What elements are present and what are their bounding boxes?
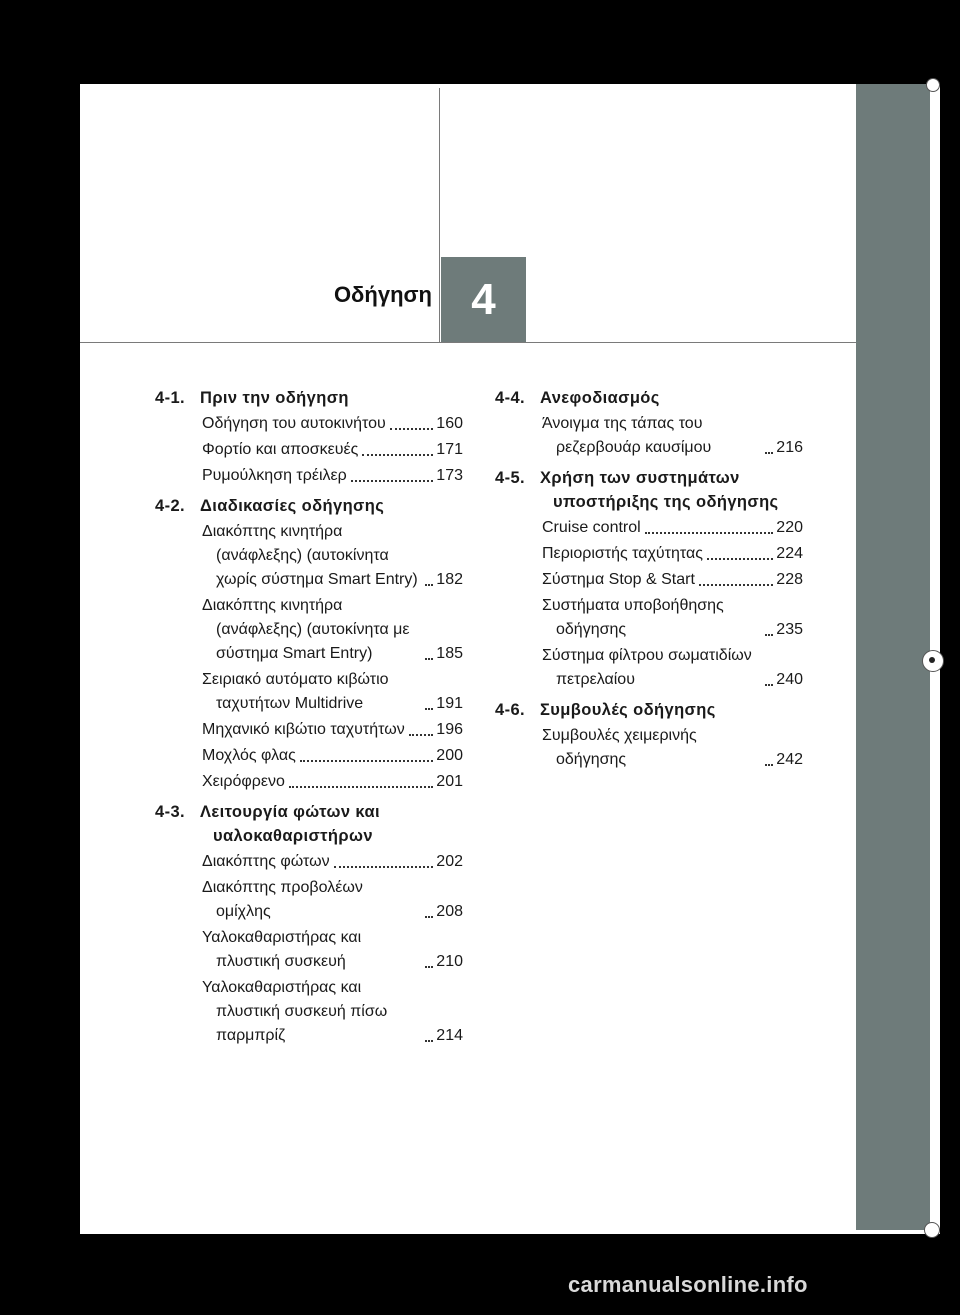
dot-leader	[765, 452, 773, 454]
registration-mark-icon	[926, 78, 940, 92]
toc-entry-title: Διακόπτης προβολέων ομίχλης	[202, 879, 363, 920]
toc-entry[interactable]	[155, 718, 463, 742]
dot-leader	[351, 480, 434, 482]
dot-leader	[765, 764, 773, 766]
toc-entry-title: Διακόπτης φώτων	[202, 853, 330, 870]
chapter-title: Οδήγηση	[333, 282, 432, 307]
toc-entry-title: Υαλοκαθαριστήρας και πλυστική συσκευή	[202, 929, 362, 970]
chapter-number: 4	[471, 274, 496, 324]
toc-entry-title: Χειρόφρενο	[202, 773, 285, 790]
toc-entry[interactable]	[155, 412, 463, 436]
dot-leader	[425, 658, 433, 660]
toc-entry-title: Μηχανικό κιβώτιο ταχυτήτων	[202, 721, 405, 738]
toc-page-number: 160	[436, 415, 463, 432]
toc-page-number: 185	[436, 645, 463, 662]
toc-page-number: 210	[436, 953, 463, 970]
section-title: Λειτουργία φώτων και υαλοκαθαριστήρων	[200, 803, 380, 845]
dot-leader	[425, 916, 433, 918]
toc-page-number: 201	[436, 773, 463, 790]
toc-section-heading	[155, 800, 463, 848]
toc-entry-title: Φορτίο και αποσκευές	[202, 441, 359, 458]
dot-leader	[390, 428, 434, 430]
toc-entry-title: Οδήγηση του αυτοκινήτου	[202, 415, 386, 432]
toc-page-number: 214	[436, 1027, 463, 1044]
toc-entry[interactable]	[495, 542, 803, 566]
toc-entry-title: Σειριακό αυτόματο κιβώτιο ταχυτήτων Multidrive	[202, 671, 389, 712]
toc-entry-title: Άνοιγμα της τάπας του ρεζερβουάρ καυσίμου	[542, 415, 712, 456]
dot-leader	[300, 760, 434, 762]
header-rule	[80, 342, 856, 343]
toc-entry-title: Διακόπτης κινητήρα (ανάφλεξης) (αυτοκίνητα χωρίς σύστημα Smart Entry)	[202, 523, 418, 588]
toc-page-number: 228	[776, 571, 803, 588]
toc-entry[interactable]	[495, 412, 803, 460]
toc-page-number: 173	[436, 467, 463, 484]
toc-page-number: 200	[436, 747, 463, 764]
section-title: Χρήση των συστημάτων υποστήριξης της οδήγησης	[540, 469, 779, 511]
toc-entry-title: Σύστημα φίλτρου σωματιδίων πετρελαίου	[542, 647, 752, 688]
section-title: Διαδικασίες οδήγησης	[200, 497, 385, 515]
toc-page-number: 208	[436, 903, 463, 920]
toc-entry[interactable]	[155, 438, 463, 462]
toc-entry-title: Περιοριστής ταχύτητας	[542, 545, 703, 562]
toc-entry[interactable]	[155, 770, 463, 794]
toc-page-number: 191	[436, 695, 463, 712]
chapter-tab-strip	[856, 84, 930, 1230]
toc-entry-title: Cruise control	[542, 519, 641, 536]
toc-entry[interactable]	[495, 644, 803, 692]
watermark: carmanualsonline.info	[568, 1272, 808, 1297]
dot-leader	[425, 708, 433, 710]
toc-column-left	[155, 380, 463, 1050]
registration-mark-icon	[924, 1222, 940, 1238]
toc-entry[interactable]	[155, 520, 463, 592]
dot-leader	[765, 634, 773, 636]
toc-page-number: 235	[776, 621, 803, 638]
section-number: 4-3.	[155, 803, 186, 821]
dot-leader	[334, 866, 434, 868]
header-divider	[439, 88, 440, 342]
toc-entry[interactable]	[155, 744, 463, 768]
toc-page-number: 196	[436, 721, 463, 738]
dot-leader	[425, 584, 433, 586]
toc-entry-title: Σύστημα Stop & Start	[542, 571, 695, 588]
toc-entry-title: Συστήματα υποβοήθησης οδήγησης	[542, 597, 724, 638]
toc-entry[interactable]	[155, 976, 463, 1048]
section-number: 4-6.	[495, 701, 526, 719]
section-title: Πριν την οδήγηση	[200, 389, 349, 407]
toc-entry[interactable]	[155, 594, 463, 666]
toc-entry[interactable]	[155, 850, 463, 874]
toc-entry-title: Συμβουλές χειμερινής οδήγησης	[542, 727, 697, 768]
dot-leader	[409, 734, 434, 736]
toc-entry[interactable]	[495, 568, 803, 592]
toc-entry[interactable]	[155, 926, 463, 974]
dot-leader	[362, 454, 433, 456]
dot-leader	[645, 532, 774, 534]
toc-section-heading	[495, 466, 803, 514]
toc-section-heading	[495, 386, 803, 410]
dot-leader	[765, 684, 773, 686]
toc-section-heading	[155, 386, 463, 410]
section-number: 4-2.	[155, 497, 186, 515]
toc-entry[interactable]	[155, 464, 463, 488]
section-number: 4-5.	[495, 469, 526, 487]
toc-section-heading	[155, 494, 463, 518]
chapter-number-badge	[441, 257, 526, 342]
toc-entry[interactable]	[495, 594, 803, 642]
toc-page-number: 182	[436, 571, 463, 588]
toc-entry[interactable]	[155, 668, 463, 716]
toc-entry-title: Ρυμούλκηση τρέιλερ	[202, 467, 347, 484]
registration-mark-icon	[922, 650, 944, 672]
toc-entry[interactable]	[495, 516, 803, 540]
section-number: 4-4.	[495, 389, 526, 407]
toc-page-number: 171	[436, 441, 463, 458]
toc-entry-title: Υαλοκαθαριστήρας και πλυστική συσκευή πίσω παρμπρίζ	[202, 979, 388, 1044]
section-title: Συμβουλές οδήγησης	[540, 701, 716, 719]
toc-page-number: 224	[776, 545, 803, 562]
toc-column-right	[495, 380, 803, 774]
toc-page-number: 220	[776, 519, 803, 536]
dot-leader	[699, 584, 773, 586]
toc-entry[interactable]	[495, 724, 803, 772]
section-number: 4-1.	[155, 389, 186, 407]
dot-leader	[289, 786, 433, 788]
section-title: Ανεφοδιασμός	[540, 389, 660, 407]
toc-page-number: 202	[436, 853, 463, 870]
toc-entry-title: Μοχλός φλας	[202, 747, 296, 764]
toc-entry-title: Διακόπτης κινητήρα (ανάφλεξης) (αυτοκίνητα με σύστημα Smart Entry)	[202, 597, 410, 662]
toc-entry[interactable]	[155, 876, 463, 924]
dot-leader	[425, 966, 433, 968]
toc-page-number: 242	[776, 751, 803, 768]
dot-leader	[425, 1040, 433, 1042]
toc-page-number: 216	[776, 439, 803, 456]
toc-page-number: 240	[776, 671, 803, 688]
toc-section-heading	[495, 698, 803, 722]
dot-leader	[707, 558, 773, 560]
